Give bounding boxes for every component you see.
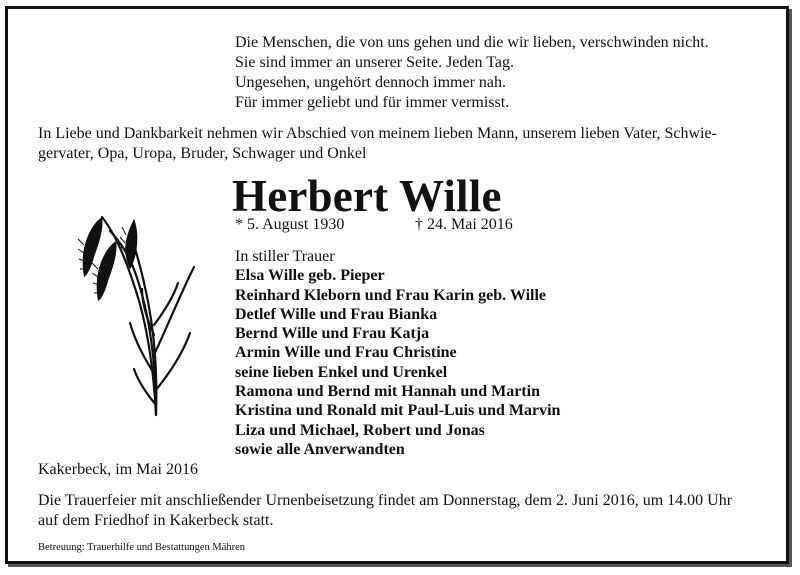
ceremony-info [38,491,788,531]
mourner-entry: Liza und Michael, Robert und Jonas [235,421,485,439]
mourner-entry: Bernd Wille und Frau Katja [235,325,430,343]
mourners-list [235,247,560,459]
intro-line: gervater, Opa, Uropa, Bruder, Schwager und Onkel [38,145,367,162]
wheat-icon [76,205,200,417]
mourners-heading: In stiller Trauer [235,248,335,265]
funeral-service-credit: Betreuung: Trauerhilfe und Bestattungen Mähren [38,542,246,553]
birth-date: * 5. August 1930 [235,216,345,233]
poem [235,33,709,113]
mourner-entry: seine lieben Enkel und Urenkel [235,363,448,381]
mourner-entry: Reinhard Kleborn und Frau Karin geb. Wille [235,286,547,304]
place-date: Kakerbeck, im Mai 2016 [38,461,198,478]
death-date: † 24. Mai 2016 [415,216,513,233]
ceremony-line: auf dem Friedhof in Kakerbeck statt. [38,512,274,529]
farewell-intro [38,124,783,164]
poem-line: Sie sind immer an unserer Seite. Jeden Tag. [235,54,514,71]
mourner-entry: Ramona und Bernd mit Hannah und Martin [235,383,540,401]
mourner-entry: sowie alle Anverwandten [235,440,405,458]
mourner-entry: Armin Wille und Frau Christine [235,344,457,362]
mourner-entry: Kristina und Ronald mit Paul-Luis und Marvin [235,402,561,420]
mourner-entry: Elsa Wille geb. Pieper [235,267,385,285]
poem-line: Die Menschen, die von uns gehen und die wir lieben, verschwinden nicht. [235,34,709,51]
poem-line: Für immer geliebt und für immer vermisst. [235,94,510,111]
mourner-entry: Detlef Wille und Frau Bianka [235,305,438,323]
obituary-notice [5,6,789,564]
deceased-name: Herbert Wille [232,171,502,221]
intro-line: In Liebe und Dankbarkeit nehmen wir Abschied von meinem lieben Mann, unserem lieben Vater, Schwie- [38,125,717,142]
poem-line: Ungesehen, ungehört dennoch immer nah. [235,74,507,91]
ceremony-line: Die Trauerfeier mit anschließender Urnenbeisetzung findet am Donnerstag, dem 2. Juni 2016, um 14.00 Uhr [38,492,733,509]
